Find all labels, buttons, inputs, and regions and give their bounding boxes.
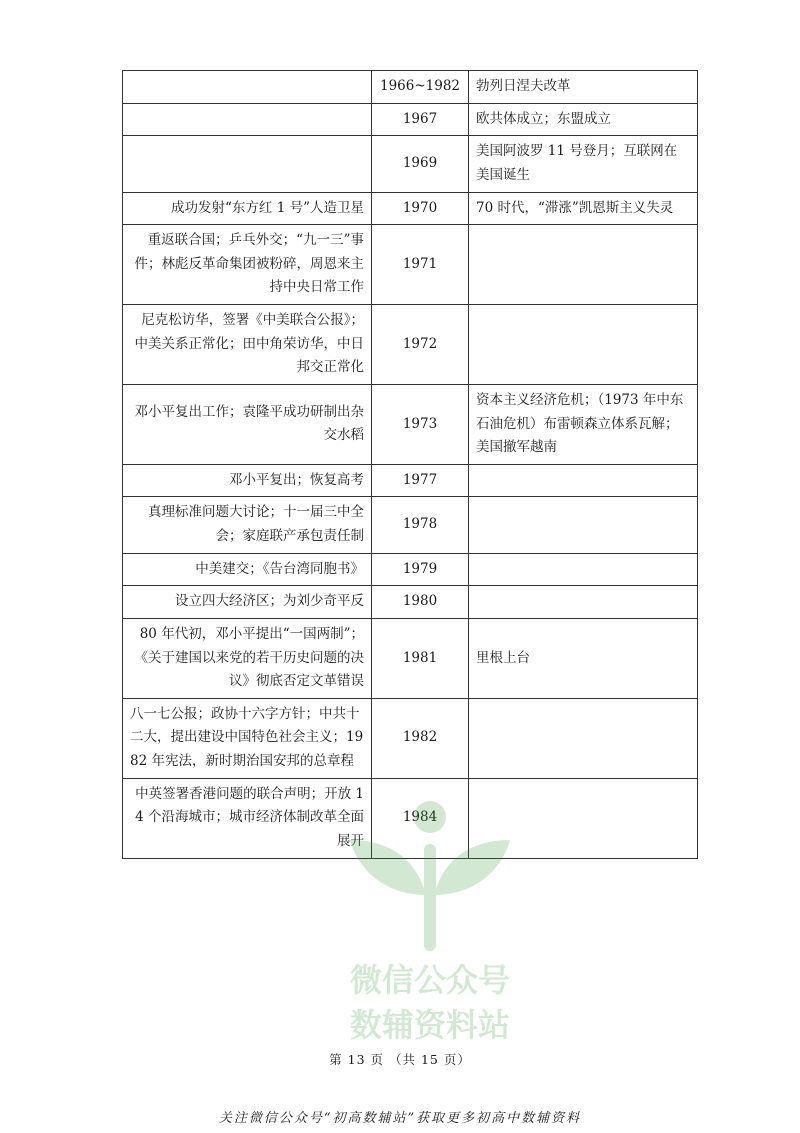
year-cell: 1973 [372,384,469,464]
world-event-cell [469,305,698,385]
table-row [123,225,698,305]
china-event-cell: 80 年代初，邓小平提出“一国两制”；《关于建国以来党的若干历史问题的决议》彻底否定文革错误 [123,618,372,698]
china-event-cell: 邓小平复出；恢复高考 [123,464,372,497]
china-event-cell: 重返联合国；乒乓外交；“九一三”事件；林彪反革命集团被粉碎，周恩来主持中央日常工作 [123,225,372,305]
world-event-cell [469,586,698,619]
table-row [123,136,698,192]
year-cell: 1972 [372,305,469,385]
china-event-cell: 中美建交；《告台湾同胞书》 [123,553,372,586]
table-row [123,464,698,497]
year-cell: 1966~1982 [372,71,469,104]
year-cell: 1984 [372,778,469,858]
year-cell: 1979 [372,553,469,586]
watermark-text-bottom: 数辅资料站 [349,1006,510,1044]
watermark-text-top: 微信公众号 [349,961,510,999]
table-row [123,553,698,586]
year-cell: 1971 [372,225,469,305]
year-cell: 1982 [372,698,469,778]
china-event-cell: 尼克松访华，签署《中美联合公报》；中美关系正常化；田中角荣访华，中日邦交正常化 [123,305,372,385]
world-event-cell [469,778,698,858]
world-event-cell [469,553,698,586]
year-cell: 1980 [372,586,469,619]
world-event-cell: 资本主义经济危机；（1973 年中东石油危机）布雷顿森立体系瓦解；美国撤军越南 [469,384,698,464]
promo-banner: 关注微信公众号“初高数辅站”获取更多初高中数辅资料 [218,1111,582,1126]
world-event-cell: 里根上台 [469,618,698,698]
china-event-cell: 邓小平复出工作；袁隆平成功研制出杂交水稻 [123,384,372,464]
year-cell: 1967 [372,103,469,136]
china-event-cell [123,103,372,136]
table-row [123,497,698,553]
china-event-cell: 设立四大经济区；为刘少奇平反 [123,586,372,619]
china-event-cell: 成功发射“东方红 1 号”人造卫星 [123,192,372,225]
page-number: 第 13 页 （共 15 页） [329,1052,471,1067]
china-event-cell [123,136,372,192]
year-cell: 1969 [372,136,469,192]
china-event-cell [123,71,372,104]
world-event-cell [469,497,698,553]
world-event-cell [469,698,698,778]
world-event-cell [469,225,698,305]
china-event-cell: 八一七公报；政协十六字方针；中共十二大，提出建设中国特色社会主义；1982 年宪法，新时期治国安邦的总章程 [123,698,372,778]
table-row [123,192,698,225]
table-row [123,778,698,858]
year-cell: 1970 [372,192,469,225]
world-event-cell: 70 时代，“滞涨”凯恩斯主义失灵 [469,192,698,225]
year-cell: 1978 [372,497,469,553]
china-event-cell: 中英签署香港问题的联合声明；开放 14 个沿海城市；城市经济体制改革全面展开 [123,778,372,858]
china-event-cell: 真理标准问题大讨论；十一届三中全会；家庭联产承包责任制 [123,497,372,553]
table-row [123,586,698,619]
world-event-cell: 美国阿波罗 11 号登月；互联网在美国诞生 [469,136,698,192]
table-row [123,698,698,778]
world-event-cell: 欧共体成立；东盟成立 [469,103,698,136]
table-row [123,305,698,385]
table-row [123,71,698,104]
year-cell: 1977 [372,464,469,497]
timeline-table [122,70,698,859]
world-event-cell [469,464,698,497]
table-row [123,618,698,698]
year-cell: 1981 [372,618,469,698]
world-event-cell: 勃列日涅夫改革 [469,71,698,104]
table-row [123,103,698,136]
table-row [123,384,698,464]
